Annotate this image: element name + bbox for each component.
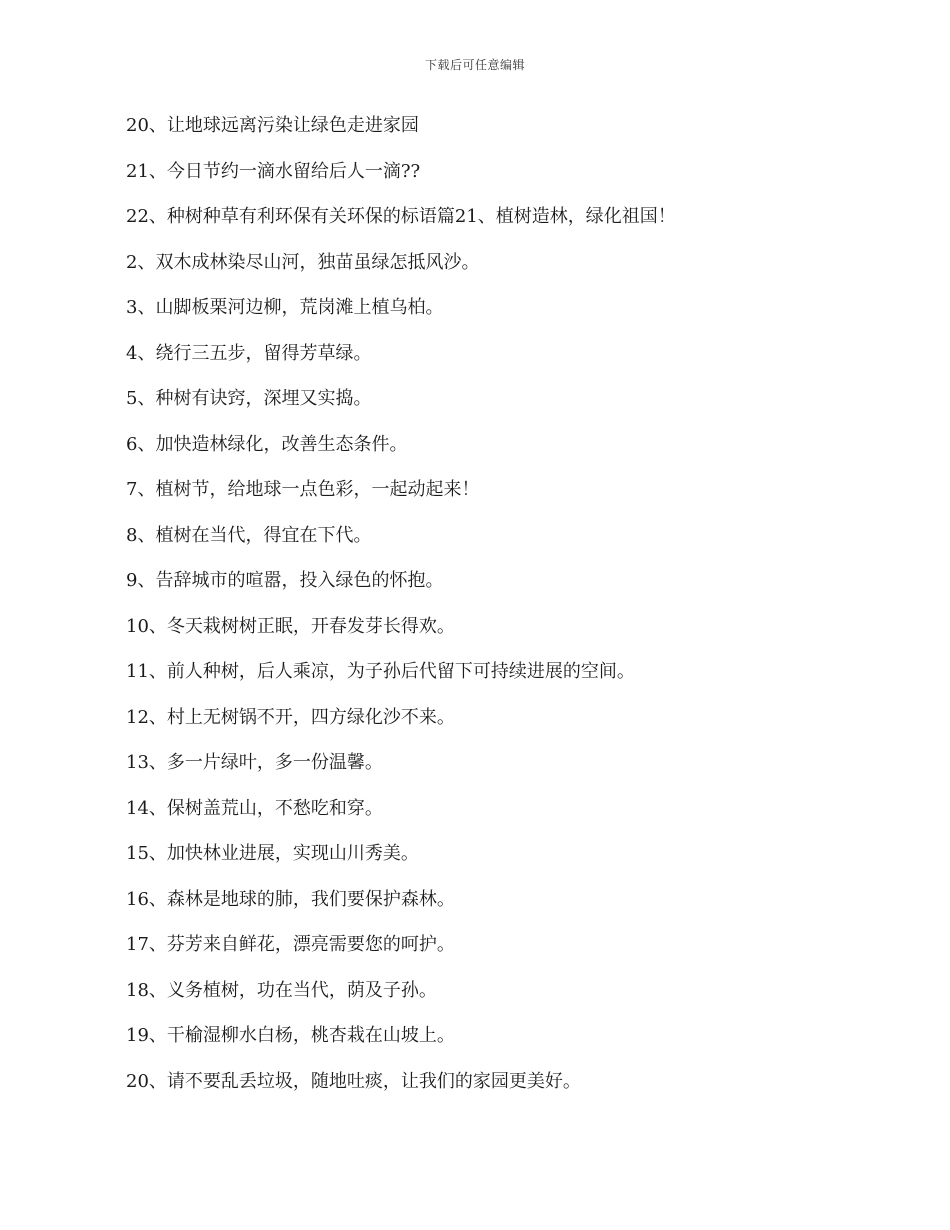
list-item: 20、请不要乱丢垃圾，随地吐痰，让我们的家园更美好。 — [126, 1070, 581, 1092]
list-item: 13、多一片绿叶，多一份温馨。 — [126, 752, 383, 773]
list-item: 15、加快林业进展，实现山川秀美。 — [126, 843, 419, 864]
list-item: 18、义务植树，功在当代，荫及子孙。 — [126, 979, 437, 1001]
list-item: 14、保树盖荒山，不愁吃和穿。 — [126, 797, 383, 819]
list-item: 3、山脚板栗河边柳，荒岗滩上植乌柏。 — [126, 297, 444, 318]
list-item: 4、绕行三五步，留得芳草绿。 — [126, 342, 372, 364]
list-item: 10、冬天栽树树正眠，开春发芽长得欢。 — [126, 615, 455, 637]
list-item: 11、前人种树，后人乘凉，为子孙后代留下可持续进展的空间。 — [126, 661, 635, 682]
header-note: 下载后可任意编辑 — [424, 58, 525, 72]
list-item: 19、干榆湿柳水白杨，桃杏栽在山坡上。 — [126, 1025, 455, 1046]
list-item: 17、芬芳来自鲜花，漂亮需要您的呵护。 — [126, 934, 455, 955]
list-item: 2、双木成林染尽山河，独苗虽绿怎抵风沙。 — [126, 251, 480, 273]
list-item: 22、种树种草有利环保有关环保的标语篇21、植树造林，绿化祖国！ — [126, 206, 676, 227]
list-item: 9、告辞城市的喧嚣，投入绿色的怀抱。 — [126, 570, 444, 591]
list-item: 6、加快造林绿化，改善生态条件。 — [126, 433, 408, 455]
list-item: 20、让地球远离污染让绿色走进家园 — [126, 115, 419, 136]
list-item: 21、今日节约一滴水留给后人一滴?? — [126, 160, 421, 182]
list-item: 12、村上无树锅不开，四方绿化沙不来。 — [126, 706, 455, 728]
list-item: 5、种树有诀窍，深埋又实捣。 — [126, 388, 372, 409]
list-item: 16、森林是地球的肺，我们要保护森林。 — [126, 888, 455, 910]
list-item: 7、植树节，给地球一点色彩，一起动起来！ — [126, 479, 480, 500]
slogan-list — [126, 108, 906, 1109]
list-item: 8、植树在当代，得宜在下代。 — [126, 524, 372, 546]
